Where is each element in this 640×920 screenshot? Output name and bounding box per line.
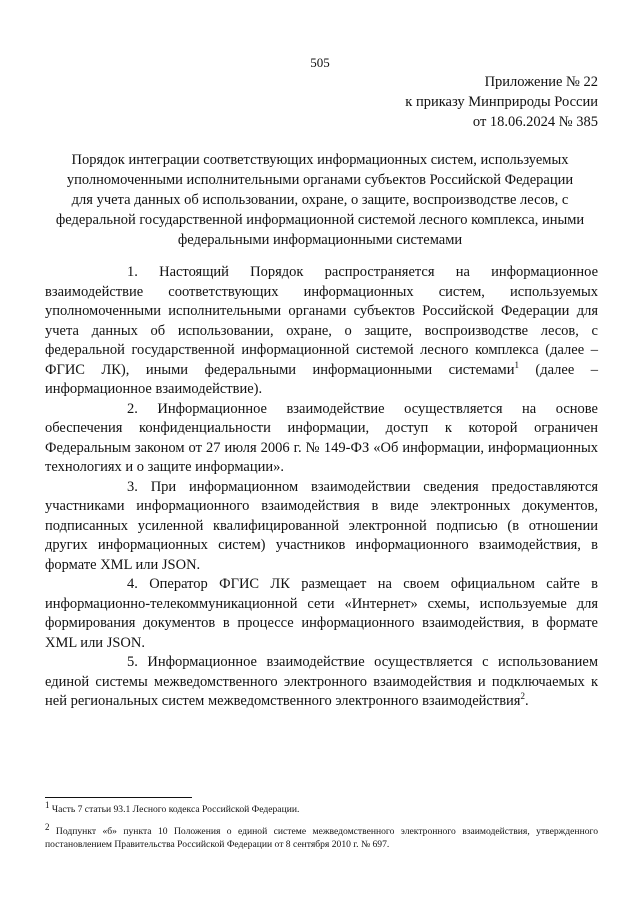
paragraph-text: Оператор ФГИС ЛК размещает на своем официальном сайте в информационно-телекоммуникационной сети «Интернет» схемы, используемые для формирования документов в процессе информационного взаимодействия, в формате XML или JSON. [45, 576, 598, 651]
paragraph-number: 3. [127, 478, 138, 495]
document-title: Порядок интеграции соответствующих информационных систем, используемых уполномоченными исполнительными органами субъектов Российской Федерации для учета данных об использовании, охране, о защите, воспроизводстве лесов, с федеральной государственной информационной системой лесного комплекса, иными федеральными информационными системами [55, 152, 585, 248]
appendix-number: Приложение № 22 [484, 74, 598, 90]
order-reference: к приказу Минприроды России [405, 94, 598, 110]
footnote-2 [45, 821, 598, 851]
document-body [45, 263, 598, 712]
paragraph-number: 4. [127, 576, 138, 592]
footnote-text: Часть 7 статьи 93.1 Лесного кодекса Российской Федерации. [49, 804, 300, 815]
paragraph-5 [45, 653, 598, 712]
paragraph-1 [45, 263, 598, 400]
paragraph-number: 2. [127, 400, 138, 417]
footnote-divider [45, 797, 192, 798]
footnotes [45, 799, 598, 860]
paragraph-4 [45, 575, 598, 653]
footnote-ref: 2 [520, 691, 525, 702]
footnote-1 [45, 799, 598, 816]
paragraph-3 [45, 478, 598, 576]
paragraph-text: При информационном взаимодействии сведения предоставляются участниками информационного взаимодействия в виде электронных документов, подписанных усиленной квалифицированной электронной подписью (в отношении других информационных систем) участников информационного взаимодействия, в формате XML или JSON. [45, 478, 599, 573]
paragraph-number: 1. [127, 264, 138, 280]
paragraph-number: 5. [127, 654, 138, 670]
appendix-header [405, 72, 598, 132]
paragraph-text: Информационное взаимодействие осуществляется на основе обеспечения конфиденциальности информации, доступ к которой ограничен Федеральным законом от 27 июля 2006 г. № 149-ФЗ «Об информации, информационных технологиях и о защите информации». [45, 400, 598, 475]
footnote-ref: 1 [514, 359, 519, 370]
footnote-mark: 1 [45, 799, 50, 810]
page-number: 505 [310, 55, 330, 70]
paragraph-tail: (далее – информационное взаимодействие). [45, 361, 598, 397]
paragraph-text: Настоящий Порядок распространяется на информационное взаимодействие соответствующих информационных систем, используемых уполномоченными исполнительными органами субъектов Российской Федерации для учета данных об использовании, охране, о защите, воспроизводстве лесов, с федеральной государственной информационной системой лесного комплекса (далее – ФГИС ЛК), иными федеральными информационными системами [45, 264, 599, 378]
paragraph-2 [45, 400, 598, 478]
footnote-mark: 2 [45, 821, 50, 832]
order-date: от 18.06.2024 № 385 [472, 114, 598, 130]
footnote-text: Подпункт «б» пункта 10 Положения о единой системе межведомственного электронного взаимодействия, утвержденного постановлением Правительства Российской Федерации от 8 сентября 2010 г. № 697. [45, 826, 598, 850]
paragraph-text: Информационное взаимодействие осуществляется с использованием единой системы межведомственного электронного взаимодействия и подключаемых к ней региональных систем межведомственного электронного взаимодействия [45, 654, 599, 709]
paragraph-tail: . [524, 693, 529, 709]
